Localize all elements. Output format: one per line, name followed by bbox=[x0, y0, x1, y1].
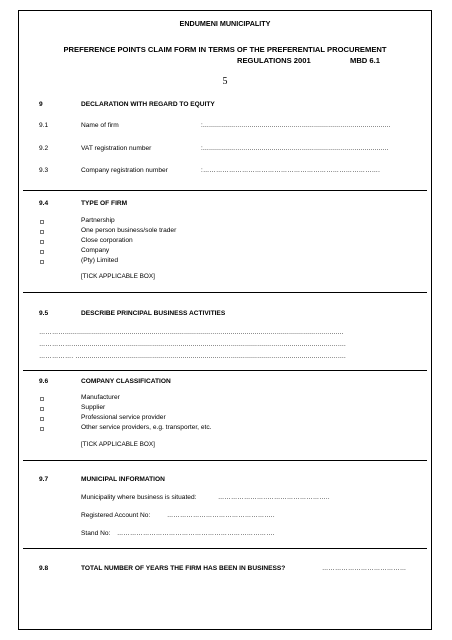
option-sole-trader: One person business/sole trader bbox=[81, 227, 177, 234]
account-no-label: Registered Account No: bbox=[81, 512, 151, 519]
form-title-line2: REGULATIONS 2001 bbox=[237, 56, 311, 65]
option-close-corporation: Close corporation bbox=[81, 237, 133, 244]
section-9-8-number: 9.8 bbox=[39, 565, 49, 572]
field-9-2-number: 9.2 bbox=[39, 145, 49, 152]
divider bbox=[23, 292, 427, 293]
tick-note-firm-type: [TICK APPLICABLE BOX] bbox=[81, 273, 155, 280]
form-code: MBD 6.1 bbox=[350, 56, 380, 65]
section-9-number: 9 bbox=[39, 101, 43, 108]
section-9-title: DECLARATION WITH REGARD TO EQUITY bbox=[81, 101, 215, 108]
municipality-label: Municipality where business is situated: bbox=[81, 494, 197, 501]
municipality-field[interactable]: …………………..……………………….. bbox=[218, 494, 330, 501]
activities-line-3[interactable]: ……………. ...................................................................................................................................... bbox=[39, 353, 347, 360]
activities-line-2[interactable]: ……………........................................................................................................................................ bbox=[39, 341, 347, 348]
field-9-1-label: Name of firm bbox=[81, 122, 119, 129]
field-9-3-number: 9.3 bbox=[39, 167, 49, 174]
field-9-3-label: Company registration number bbox=[81, 167, 168, 174]
checkbox-manufacturer[interactable] bbox=[40, 397, 44, 401]
checkbox-close-corporation[interactable] bbox=[40, 240, 44, 244]
divider bbox=[23, 460, 427, 461]
section-9-4-title: TYPE OF FIRM bbox=[81, 200, 128, 207]
option-supplier: Supplier bbox=[81, 404, 106, 411]
section-9-4-number: 9.4 bbox=[39, 200, 49, 207]
option-partnership: Partnership bbox=[81, 217, 115, 224]
stand-no-label: Stand No: bbox=[81, 530, 111, 537]
option-other-service: Other service providers, e.g. transporter, etc. bbox=[81, 424, 212, 431]
activities-line-1[interactable]: ………….......................................................................................................................................... bbox=[39, 329, 344, 336]
page-number: 5 bbox=[222, 76, 228, 87]
org-name: ENDUMENI MUNICIPALITY bbox=[179, 19, 271, 28]
checkbox-sole-trader[interactable] bbox=[40, 230, 44, 234]
checkbox-professional-service[interactable] bbox=[40, 417, 44, 421]
tick-note-classification: [TICK APPLICABLE BOX] bbox=[81, 441, 155, 448]
field-9-2-label: VAT registration number bbox=[81, 145, 152, 152]
section-9-7-title: MUNICIPAL INFORMATION bbox=[81, 476, 165, 483]
divider bbox=[23, 548, 427, 549]
account-no-field[interactable]: ………………………………………….. bbox=[167, 512, 275, 519]
vat-number-field[interactable]: :............................................................................................ bbox=[201, 145, 389, 152]
checkbox-other-service[interactable] bbox=[40, 427, 44, 431]
section-9-5-title: DESCRIBE PRINCIPAL BUSINESS ACTIVITIES bbox=[81, 310, 226, 317]
section-9-5-number: 9.5 bbox=[39, 310, 49, 317]
section-9-7-number: 9.7 bbox=[39, 476, 49, 483]
form-title-line1: PREFERENCE POINTS CLAIM FORM IN TERMS OF THE PREFERENTIAL PROCUREMENT bbox=[63, 45, 387, 54]
checkbox-supplier[interactable] bbox=[40, 407, 44, 411]
stand-no-field[interactable]: ………………………………………………………………. bbox=[117, 530, 275, 537]
name-of-firm-field[interactable]: :............................................................................................. bbox=[201, 122, 391, 129]
option-company: Company bbox=[81, 247, 110, 254]
checkbox-partnership[interactable] bbox=[40, 220, 44, 224]
option-manufacturer: Manufacturer bbox=[81, 394, 120, 401]
section-9-6-number: 9.6 bbox=[39, 378, 49, 385]
option-professional-service: Professional service provider bbox=[81, 414, 166, 421]
company-registration-field[interactable]: :………………………………………………………………………. bbox=[201, 167, 381, 174]
section-9-6-title: COMPANY CLASSIFICATION bbox=[81, 378, 171, 385]
field-9-1-number: 9.1 bbox=[39, 122, 49, 129]
option-pty-limited: (Pty) Limited bbox=[81, 257, 119, 264]
form-page bbox=[18, 10, 432, 630]
checkbox-company[interactable] bbox=[40, 250, 44, 254]
divider bbox=[23, 190, 427, 191]
divider bbox=[23, 370, 427, 371]
section-9-8-title: TOTAL NUMBER OF YEARS THE FIRM HAS BEEN IN BUSINESS? bbox=[81, 565, 286, 572]
years-in-business-field[interactable]: ………………………………… bbox=[322, 565, 407, 572]
checkbox-pty-limited[interactable] bbox=[40, 260, 44, 264]
